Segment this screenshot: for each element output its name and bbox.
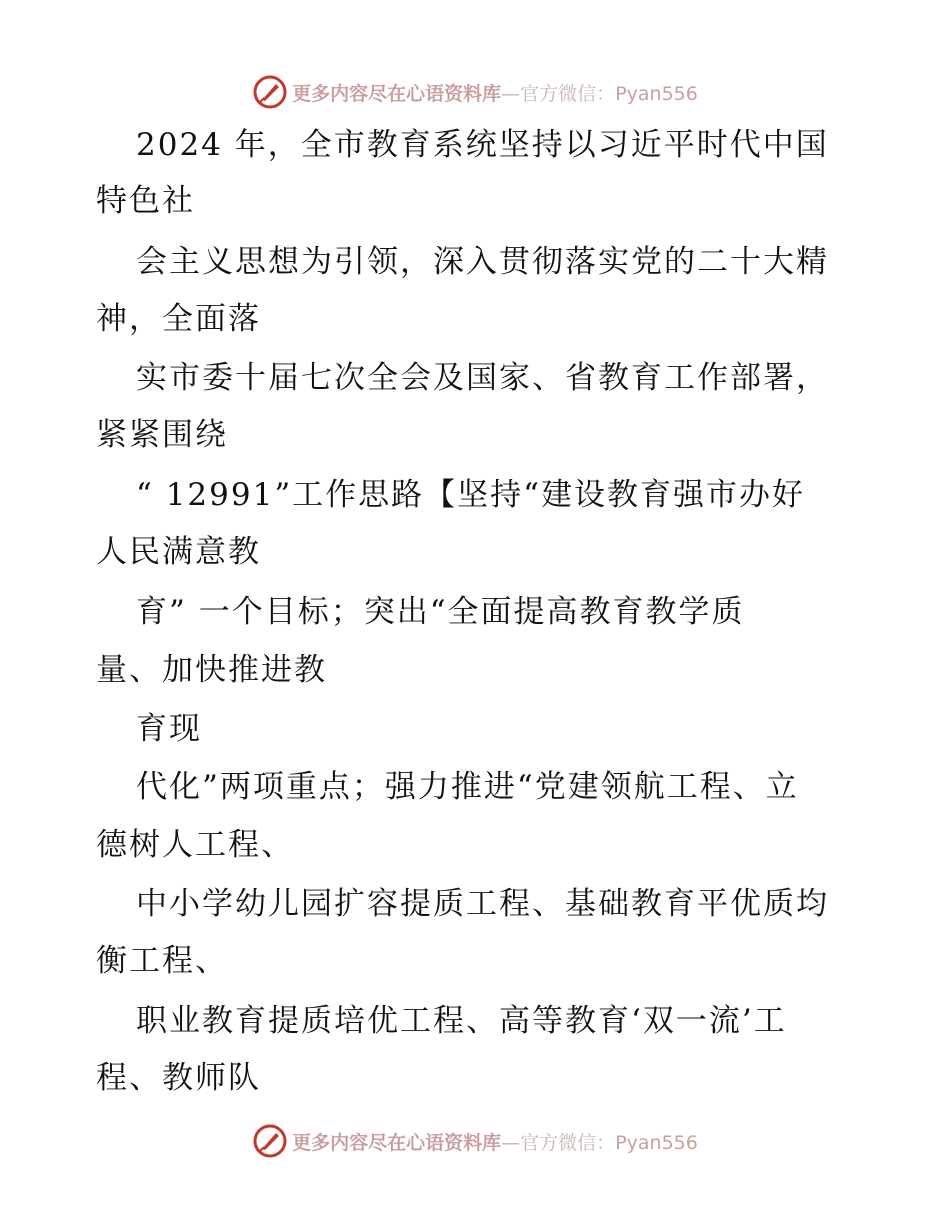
watermark-text xyxy=(292,1128,698,1155)
footer-watermark xyxy=(0,1121,950,1161)
body-line: 特色社 xyxy=(96,183,195,219)
body-line: 紧紧围绕 xyxy=(96,417,228,453)
body-line: 中小学幼儿园扩容提质工程、基础教育平优质均 xyxy=(136,886,829,922)
body-line: 职业教育提质培优工程、高等教育‘双一流’工 xyxy=(136,1003,787,1039)
body-line: 神，全面落 xyxy=(96,301,261,337)
body-line: 实市委十届七次全会及国家、省教育工作部署， xyxy=(136,360,829,396)
body-line: 育现 xyxy=(136,711,202,747)
body-line: 会主义思想为引领，深入贯彻落实党的二十大精 xyxy=(136,244,829,280)
body-line: 德树人工程、 xyxy=(96,827,294,863)
watermark-sub: —官方微信： xyxy=(501,1131,616,1154)
body-line: 育” 一个目标；突出“全面提高教育教学质 xyxy=(136,594,745,630)
body-line: 衡工程、 xyxy=(96,943,228,979)
watermark-id: Pyan556 xyxy=(615,1131,698,1154)
quill-logo-icon xyxy=(252,74,288,110)
body-line: 人民满意教 xyxy=(96,534,261,570)
watermark-text xyxy=(292,79,698,106)
body-line: 代化”两项重点；强力推进“党建领航工程、立 xyxy=(136,769,799,805)
quill-logo-icon xyxy=(252,1123,288,1159)
body-line: 程、教师队 xyxy=(96,1060,261,1096)
body-line: 2024 年，全市教育系统坚持以习近平时代中国 xyxy=(136,127,829,163)
header-watermark xyxy=(0,72,950,112)
body-line: “ 12991”工作思路【坚持“建设教育强市办好 xyxy=(136,477,806,513)
watermark-main: 更多内容尽在心语资料库 xyxy=(292,1131,502,1154)
body-line: 量、加快推进教 xyxy=(96,652,327,688)
watermark-sub: —官方微信： xyxy=(501,82,616,105)
watermark-id: Pyan556 xyxy=(615,82,698,105)
watermark-main: 更多内容尽在心语资料库 xyxy=(292,82,502,105)
